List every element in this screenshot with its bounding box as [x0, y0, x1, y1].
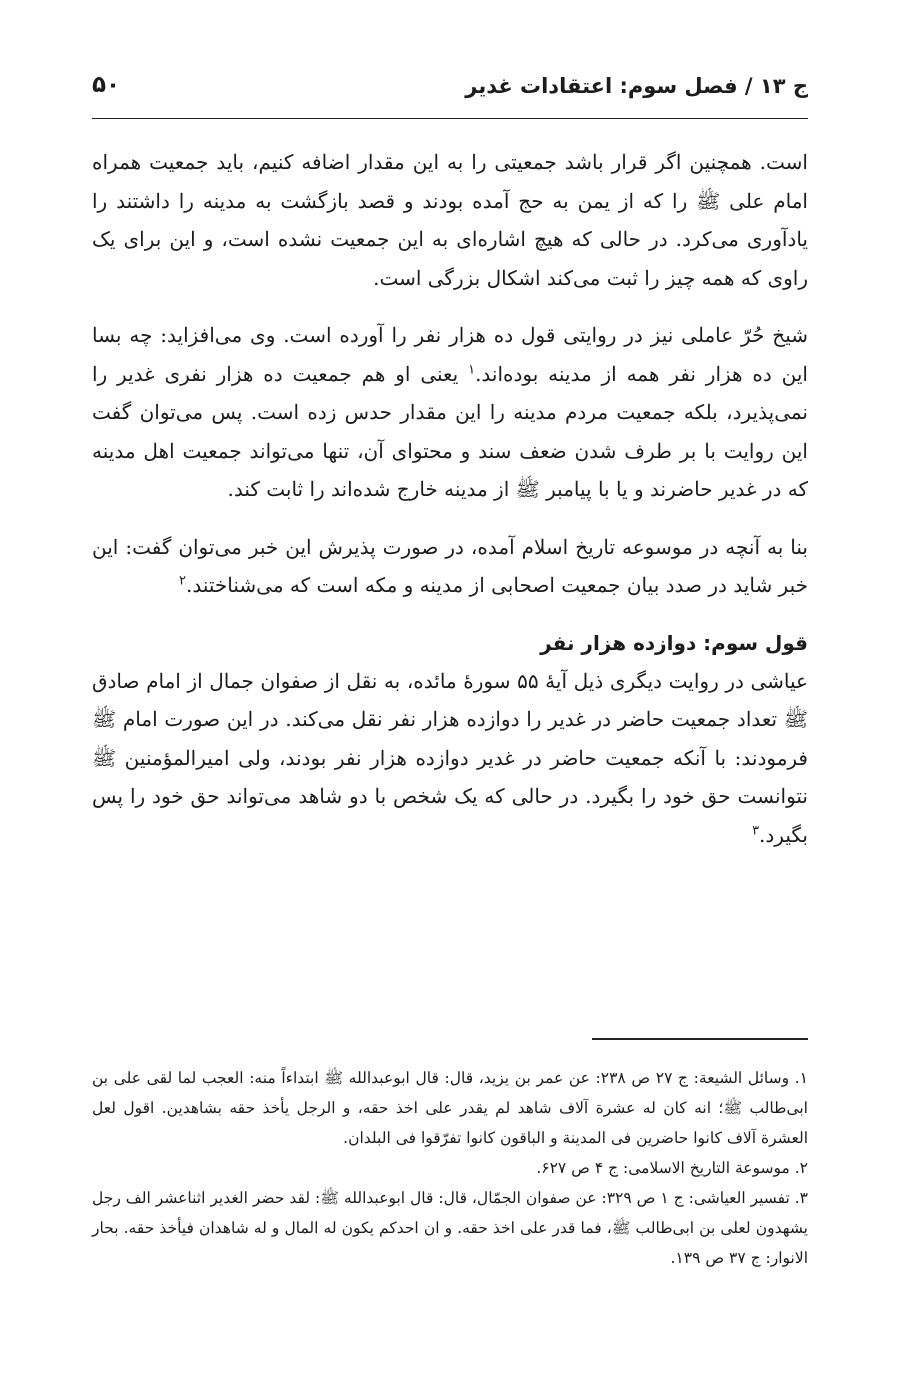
paragraph-2-part-a: شیخ حُرّ عاملی نیز در روایتی قول ده هزار نفر را آورده است. وی می‌افزاید: چه بسا این ده هزار نفر همه از مدینه بوده‌اند. [92, 323, 808, 386]
main-text [92, 143, 808, 854]
page-header [92, 66, 808, 119]
footnote-ref-1[interactable]: ۱ [468, 361, 476, 377]
footnote-ref-2[interactable]: ۲ [179, 573, 186, 589]
section-heading: قول سوم: دوازده هزار نفر [540, 630, 808, 655]
paragraph-4-text: عیاشی در روایت دیگری ذیل آیهٔ ۵۵ سورهٔ مائده، به نقل از صفوان جمال از امام صادق ﷺ تعداد جمعیت حاضر در غدیر را دوازده هزار نفر نقل می‌کند. در این صورت امام ﷺ فرمودند: با آنکه جمعیت حاضر در غدیر دوازده هزار نفر بودند، ولی امیرالمؤمنین ﷺ نتوانست حق خود را بگیرد. در حالی که یک شخص با دو شاهد می‌تواند حق خود را پس بگیرد. [92, 668, 809, 847]
footnote-2: ۲. موسوعة التاریخ الاسلامی: ج ۴ ص ۶۲۷. [536, 1159, 808, 1177]
running-title: ج ۱۳ / فصل سوم: اعتقادات غدیر [465, 74, 808, 98]
paragraph-2-part-b: یعنی او هم جمعیت ده هزار نفری غدیر را نمی‌پذیرد، بلکه جمعیت مردم مدینه را این مقدار حدس زده است. پس می‌توان گفت این روایت با بر طرف شدن ضعف سند و محتوای آن، تنها می‌تواند جمعیت اهل مدینه که در غدیر حاضرند و یا با پیامبر ﷺ از مدینه خارج شده‌اند را ثابت کند. [92, 361, 808, 501]
footnote-3: ۳. تفسیر العیاشی: ج ۱ ص ۳۲۹: عن صفوان الجمّال، قال: قال ابوعبدالله ﷺ: لقد حضر الغدیر اثناعشر الف رجل یشهدون لعلی بن ابی‌طالب ﷺ، فما قدر علی اخذ حقه. و ان احدکم یکون له المال و له شاهدان فیأخذ حقه. بحار الانوار: ج ۳۷ ص ۱۳۹. [92, 1189, 808, 1267]
footnote-separator [592, 1038, 808, 1040]
paragraph-1: است. همچنین اگر قرار باشد جمعیتی را به این مقدار اضافه کنیم، باید جمعیت همراه امام علی ﷺ را که از یمن به حج آمده بودند و قصد بازگشت به مدینه را داشتند را یادآوری می‌کرد. در حالی که هیچ اشاره‌ای به این جمعیت نشده است، و این برای یک راوی که همه چیز را ثبت می‌کند اشکال بزرگی است. [92, 150, 808, 290]
footnote-ref-3[interactable]: ۳ [752, 822, 760, 838]
paragraph-4 [92, 662, 808, 855]
page-number: ۵۰ [92, 72, 121, 98]
footnotes [92, 1063, 808, 1273]
paragraph-3-text: بنا به آنچه در موسوعه تاریخ اسلام آمده، در صورت پذیرش این خبر می‌توان گفت: این خبر شاید در صدد بیان جمعیت اصحابی از مدینه و مکه است که می‌شناختند. [92, 534, 808, 597]
paragraph-2 [92, 316, 808, 509]
paragraph-3 [92, 528, 808, 605]
footnote-1: ۱. وسائل الشیعة: ج ۲۷ ص ۲۳۸: عن عمر بن یزید، قال: قال ابوعبدالله ﷺ ابتداءاً منه: العجب لما لقی علی بن ابی‌طالب ﷺ؛ انه کان له عشرة آلاف شاهد لم یقدر علی اخذ حقه، و الرجل یأخذ حقه بشاهدین. اقول لعل العشرة آلاف کانوا حاضرین فی المدینة و الباقون کانوا تفرّقوا فی البلدان. [92, 1069, 808, 1147]
